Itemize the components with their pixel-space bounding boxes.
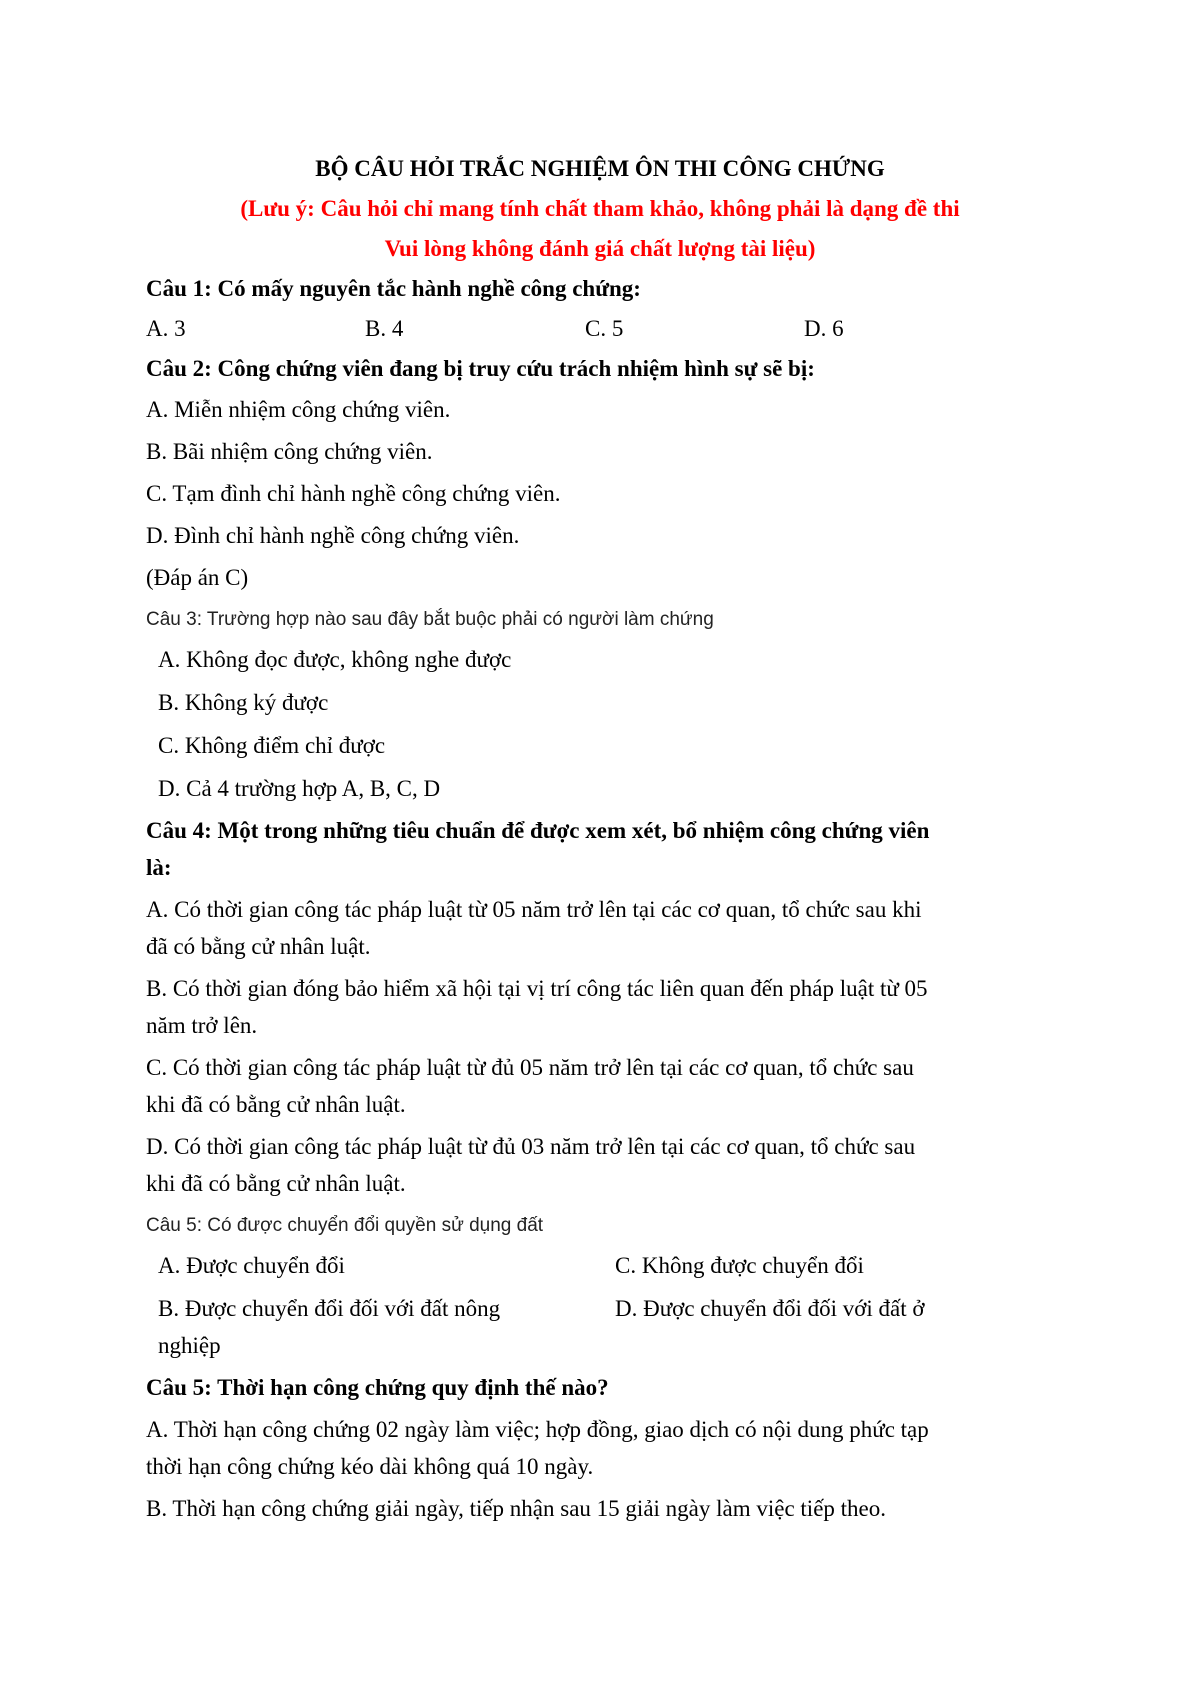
q3-option-a: A. Không đọc được, không nghe được [158,647,512,672]
q4-option-b-line-2: năm trở lên. [146,1013,258,1038]
document-title: BỘ CÂU HỎI TRẮC NGHIỆM ÔN THI CÔNG CHỨNG [315,156,885,181]
question-3: Câu 3: Trường hợp nào sau đây bắt buộc phải có người làm chứng [146,609,714,630]
q4-option-c-line-1: C. Có thời gian công tác pháp luật từ đủ 05 năm trở lên tại các cơ quan, tổ chức sau [146,1055,914,1080]
question-2: Câu 2: Công chứng viên đang bị truy cứu trách nhiệm hình sự sẽ bị: [146,356,815,381]
note-line-2: Vui lòng không đánh giá chất lượng tài liệu) [384,236,816,261]
q2-option-c: C. Tạm đình chỉ hành nghề công chứng viên. [146,481,561,506]
note-line-1: (Lưu ý: Câu hỏi chỉ mang tính chất tham khảo, không phải là dạng đề thi [240,196,960,221]
question-5-land: Câu 5: Có được chuyển đổi quyền sử dụng đất [146,1215,544,1236]
question-1: Câu 1: Có mấy nguyên tắc hành nghề công chứng: [146,276,641,301]
q5a-option-d: D. Được chuyển đổi đối với đất ở [615,1296,925,1321]
q2-option-b: B. Bãi nhiệm công chứng viên. [146,439,433,464]
q5a-option-b-line-1: B. Được chuyển đổi đối với đất nông [158,1296,501,1321]
q3-option-c: C. Không điểm chỉ được [158,733,386,758]
q3-option-d: D. Cả 4 trường hợp A, B, C, D [158,776,441,801]
q4-option-d-line-1: D. Có thời gian công tác pháp luật từ đủ 03 năm trở lên tại các cơ quan, tổ chức sau [146,1134,916,1159]
q4-option-a-line-2: đã có bằng cử nhân luật. [146,934,371,959]
q5b-option-b: B. Thời hạn công chứng giải ngày, tiếp nhận sau 15 giải ngày làm việc tiếp theo. [146,1496,887,1521]
q4-option-c-line-2: khi đã có bằng cử nhân luật. [146,1092,406,1117]
question-5-deadline: Câu 5: Thời hạn công chứng quy định thế nào? [146,1375,609,1400]
question-4-line-1: Câu 4: Một trong những tiêu chuẩn để được xem xét, bổ nhiệm công chứng viên [146,818,930,843]
q5a-option-c: C. Không được chuyển đổi [615,1253,864,1278]
q1-option-d: D. 6 [804,316,844,341]
q2-answer: (Đáp án C) [146,565,249,590]
q2-option-d: D. Đình chỉ hành nghề công chứng viên. [146,523,520,548]
q5b-option-a-line-1: A. Thời hạn công chứng 02 ngày làm việc; hợp đồng, giao dịch có nội dung phức tạp [146,1417,929,1442]
q4-option-a-line-1: A. Có thời gian công tác pháp luật từ 05 năm trở lên tại các cơ quan, tổ chức sau khi [146,897,922,922]
q5a-option-a: A. Được chuyển đổi [158,1253,345,1278]
q2-option-a: A. Miễn nhiệm công chứng viên. [146,397,451,422]
q5b-option-a-line-2: thời hạn công chứng kéo dài không quá 10 ngày. [146,1454,594,1479]
q3-option-b: B. Không ký được [158,690,329,715]
q1-option-c: C. 5 [585,316,624,341]
q1-option-b: B. 4 [365,316,404,341]
question-4-line-2: là: [146,855,172,880]
q5a-option-b-line-2: nghiệp [158,1333,221,1358]
q1-option-a: A. 3 [146,316,186,341]
q4-option-b-line-1: B. Có thời gian đóng bảo hiểm xã hội tại vị trí công tác liên quan đến pháp luật từ 05 [146,976,928,1001]
q4-option-d-line-2: khi đã có bằng cử nhân luật. [146,1171,406,1196]
